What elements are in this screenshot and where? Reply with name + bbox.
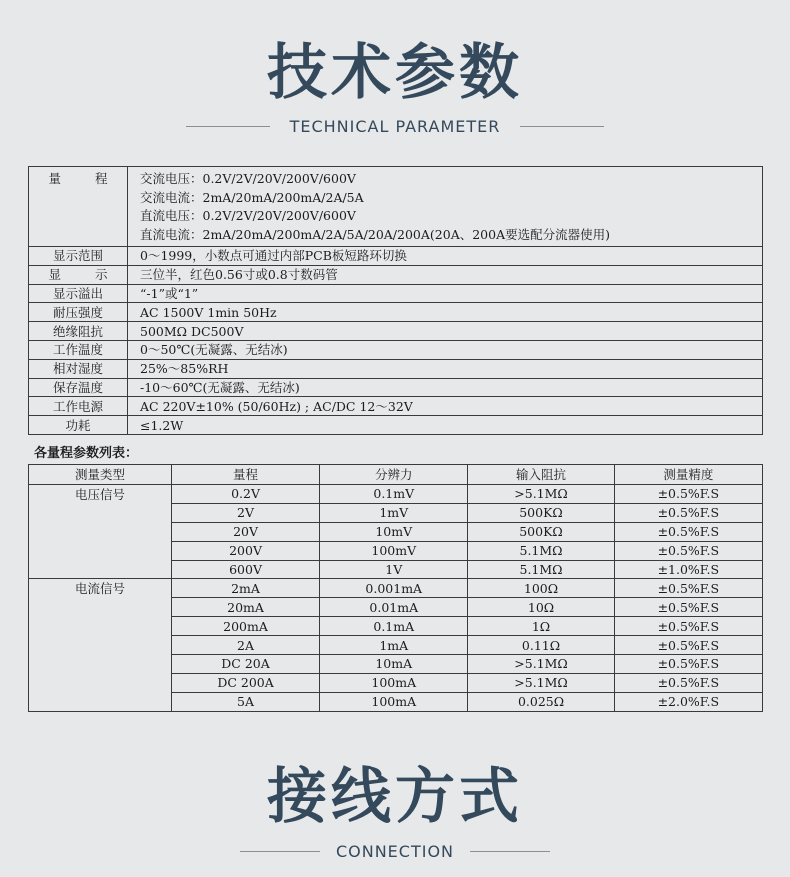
- table-cell: 2A: [171, 636, 319, 655]
- table-cell: 0.2V: [171, 485, 319, 504]
- table-cell: 2V: [171, 503, 319, 522]
- range-line: 直流电流：2mA/20mA/200mA/2A/5A/20A/200A(20A、200A要选配分流器使用): [140, 226, 610, 242]
- table-cell: 0.1mA: [320, 617, 468, 636]
- spec-row: [29, 359, 763, 378]
- header-cell: 测量精度: [614, 465, 762, 485]
- spec-row: [29, 340, 763, 359]
- table-cell: 10mA: [320, 655, 468, 674]
- table-cell: 500KΩ: [468, 522, 614, 541]
- header-cell: 分辨力: [320, 465, 468, 485]
- table-cell: 10mV: [320, 522, 468, 541]
- table-cell: 100Ω: [468, 579, 614, 598]
- header-cell: 测量类型: [29, 465, 172, 485]
- spec-label-text: 显 示: [48, 267, 123, 283]
- table-cell: >5.1MΩ: [468, 655, 614, 674]
- spec-label-text: 工作温度: [52, 342, 103, 358]
- spec-label: [29, 284, 128, 303]
- table-cell: DC 20A: [171, 655, 319, 674]
- table-cell: 0.1mV: [320, 485, 468, 504]
- spec-label-text: 相对湿度: [52, 361, 103, 377]
- table-cell: 5.1MΩ: [468, 541, 614, 560]
- spec-value: 500MΩ DC500V: [128, 322, 763, 341]
- table-cell: ±0.5%F.S: [614, 673, 762, 692]
- spec-label-text: 绝缘阻抗: [52, 323, 103, 339]
- table-cell: 1V: [320, 560, 468, 579]
- table-cell: 100mV: [320, 541, 468, 560]
- spec-row: [29, 378, 763, 397]
- table-cell: 1mA: [320, 636, 468, 655]
- table-cell: 5A: [171, 692, 319, 711]
- table-cell: 200V: [171, 541, 319, 560]
- table-cell: ±0.5%F.S: [614, 485, 762, 504]
- range-line: 交流电流：2mA/20mA/200mA/2A/5A: [140, 189, 364, 205]
- table-cell: 600V: [171, 560, 319, 579]
- table-row: [29, 579, 763, 598]
- spec-row: [29, 247, 763, 266]
- divider-right: [470, 851, 550, 852]
- spec-label-text: 量 程: [48, 171, 123, 186]
- spec-row: [29, 284, 763, 303]
- range-table: [28, 464, 763, 712]
- spec-value: 0～1999，小数点可通过内部PCB板短路环切换: [128, 247, 763, 266]
- spec-value: AC 220V±10% (50/60Hz) ; AC/DC 12～32V: [128, 397, 763, 416]
- table-cell: 100mA: [320, 692, 468, 711]
- spec-label-text: 功耗: [65, 417, 91, 433]
- table-cell: 2mA: [171, 579, 319, 598]
- table-cell: 100mA: [320, 673, 468, 692]
- table-cell: 0.025Ω: [468, 692, 614, 711]
- table-cell: ±0.5%F.S: [614, 503, 762, 522]
- page-title: 技术参数: [267, 38, 523, 108]
- spec-label: [29, 416, 128, 435]
- spec-label: [29, 397, 128, 416]
- spec-row-range: [29, 167, 763, 247]
- spec-value: -10～60℃(无凝露、无结冰): [128, 378, 763, 397]
- table-cell: 20mA: [171, 598, 319, 617]
- table-cell: 1mV: [320, 503, 468, 522]
- table-cell: >5.1MΩ: [468, 673, 614, 692]
- measurement-type-cell: 电压信号: [29, 485, 172, 579]
- table-cell: ±0.5%F.S: [614, 541, 762, 560]
- header-cell: 输入阻抗: [468, 465, 614, 485]
- spec-row: [29, 322, 763, 341]
- section-title: 接线方式: [267, 762, 523, 832]
- table-cell: 200mA: [171, 617, 319, 636]
- table-cell: 1Ω: [468, 617, 614, 636]
- range-table-header: [29, 465, 763, 485]
- spec-label-text: 耐压强度: [52, 304, 103, 320]
- spec-label: [29, 167, 128, 247]
- table-cell: 500KΩ: [468, 503, 614, 522]
- table-cell: >5.1MΩ: [468, 485, 614, 504]
- table-cell: 0.001mA: [320, 579, 468, 598]
- page-subtitle: TECHNICAL PARAMETER: [289, 117, 501, 136]
- table-cell: ±2.0%F.S: [614, 692, 762, 711]
- table-cell: ±1.0%F.S: [614, 560, 762, 579]
- table-cell: 20V: [171, 522, 319, 541]
- spec-value: [128, 167, 763, 247]
- spec-value: 0～50℃(无凝露、无结冰): [128, 340, 763, 359]
- spec-label-text: 工作电源: [52, 398, 103, 414]
- spec-value: AC 1500V 1min 50Hz: [128, 303, 763, 322]
- spec-label: [29, 303, 128, 322]
- range-line: 直流电压：0.2V/2V/20V/200V/600V: [140, 208, 356, 223]
- section-subtitle: CONNECTION: [335, 842, 455, 861]
- spec-label: [29, 378, 128, 397]
- spec-label-text: 显示范围: [52, 248, 103, 264]
- table-cell: DC 200A: [171, 673, 319, 692]
- header-cell: 量程: [171, 465, 319, 485]
- range-line: 交流电压：0.2V/2V/20V/200V/600V: [140, 171, 356, 186]
- table-cell: ±0.5%F.S: [614, 636, 762, 655]
- spec-row: [29, 303, 763, 322]
- spec-row: [29, 397, 763, 416]
- spec-label: [29, 322, 128, 341]
- table-cell: ±0.5%F.S: [614, 617, 762, 636]
- spec-value: ≤1.2W: [128, 416, 763, 435]
- spec-label-text: 显示溢出: [52, 285, 103, 301]
- table-cell: ±0.5%F.S: [614, 655, 762, 674]
- table-cell: ±0.5%F.S: [614, 579, 762, 598]
- spec-label: [29, 359, 128, 378]
- spec-label: [29, 265, 128, 284]
- table-cell: 0.11Ω: [468, 636, 614, 655]
- spec-row: [29, 416, 763, 435]
- table-cell: 0.01mA: [320, 598, 468, 617]
- spec-table: [28, 166, 763, 435]
- table-cell: ±0.5%F.S: [614, 598, 762, 617]
- spec-label: [29, 340, 128, 359]
- table-cell: 5.1MΩ: [468, 560, 614, 579]
- table-cell: 10Ω: [468, 598, 614, 617]
- spec-value: 25%～85%RH: [128, 359, 763, 378]
- spec-label: [29, 247, 128, 266]
- measurement-type-cell: 电流信号: [29, 579, 172, 711]
- table-cell: ±0.5%F.S: [614, 522, 762, 541]
- spec-row: [29, 265, 763, 284]
- spec-label-text: 保存温度: [52, 379, 103, 395]
- spec-value: “-1”或“1”: [128, 284, 763, 303]
- table-row: [29, 485, 763, 504]
- range-list-title: 各量程参数列表：: [34, 446, 139, 461]
- spec-value: 三位半，红色0.56寸或0.8寸数码管: [128, 265, 763, 284]
- divider-right: [520, 126, 604, 127]
